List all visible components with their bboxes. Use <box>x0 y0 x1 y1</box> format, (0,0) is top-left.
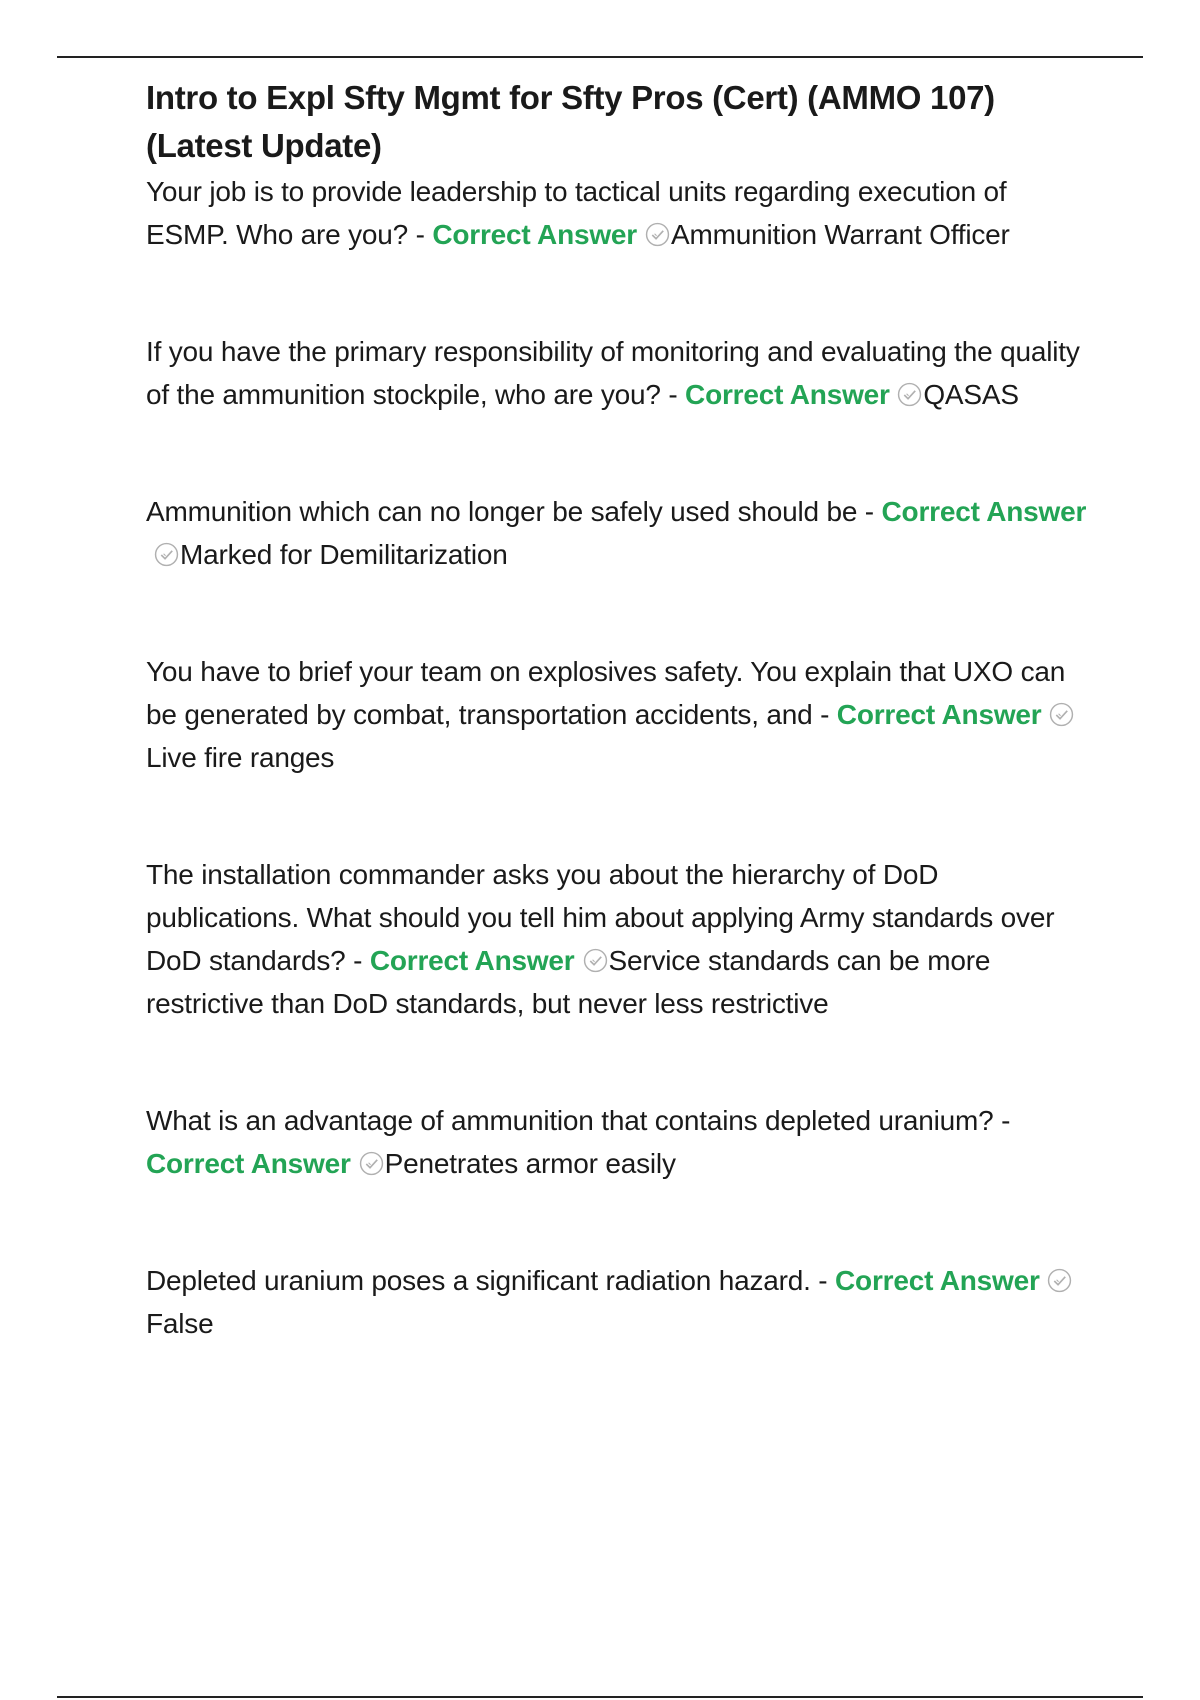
check-circle-icon <box>1047 1268 1072 1293</box>
check-circle-icon <box>583 948 608 973</box>
separator: - <box>857 496 882 527</box>
check-circle-icon <box>154 542 179 567</box>
question-text: Depleted uranium poses a significant radiation hazard. <box>146 1265 811 1296</box>
correct-answer-label: Correct Answer <box>881 496 1087 527</box>
bottom-rule <box>57 1696 1143 1698</box>
question-text: If you have the primary responsibility of monitoring and evaluating the quality of the ammunition stockpile, who are you? <box>146 336 1080 410</box>
qa-item <box>146 1099 1096 1185</box>
question-text: What is an advantage of ammunition that contains depleted uranium? <box>146 1105 994 1136</box>
separator: - <box>812 699 837 730</box>
answer-text: Penetrates armor easily <box>384 1148 676 1179</box>
correct-answer-label: Correct Answer <box>835 1265 1040 1296</box>
question-text: Ammunition which can no longer be safely used should be <box>146 496 858 527</box>
separator: - <box>810 1265 836 1296</box>
separator: - <box>408 219 433 250</box>
check-circle-icon <box>645 222 670 247</box>
correct-answer-label: Correct Answer <box>369 945 575 976</box>
check-circle-icon <box>359 1151 384 1176</box>
correct-answer-label: Correct Answer <box>836 699 1042 730</box>
separator: - <box>660 379 686 410</box>
answer-text: Marked for Demilitarization <box>180 539 508 570</box>
answer-text: Service standards can be more restrictive than DoD standards, but never less restrictive <box>146 945 991 1019</box>
check-circle-icon <box>897 382 922 407</box>
document-title: Intro to Expl Sfty Mgmt for Sfty Pros (Cert) (AMMO 107) (Latest Update) <box>146 79 995 164</box>
question-text: Your job is to provide leadership to tactical units regarding execution of ESMP. Who are you? <box>146 176 1007 250</box>
qa-item <box>146 170 1096 256</box>
qa-item <box>146 853 1096 1025</box>
answer-text: False <box>146 1308 214 1339</box>
answer-text: Ammunition Warrant Officer <box>671 219 1010 250</box>
separator: - <box>345 945 370 976</box>
check-circle-icon <box>1049 702 1074 727</box>
document-body <box>146 74 1096 1345</box>
question-text: You have to brief your team on explosives safety. You explain that UXO can be generated by combat, transportation accidents, and <box>146 656 1066 730</box>
question-text: The installation commander asks you about the hierarchy of DoD publications. What should you tell him about applying Army standards over DoD standards? <box>146 859 1055 976</box>
correct-answer-label: Correct Answer <box>432 219 637 250</box>
answer-text: QASAS <box>923 379 1019 410</box>
qa-item <box>146 330 1096 416</box>
answer-text: Live fire ranges <box>146 742 335 773</box>
correct-answer-label: Correct Answer <box>685 379 890 410</box>
qa-item <box>146 1259 1096 1345</box>
top-rule <box>57 56 1143 58</box>
qa-item <box>146 490 1096 576</box>
qa-item <box>146 650 1096 779</box>
correct-answer-label: Correct Answer <box>146 1148 351 1179</box>
separator: - <box>993 1105 1011 1136</box>
